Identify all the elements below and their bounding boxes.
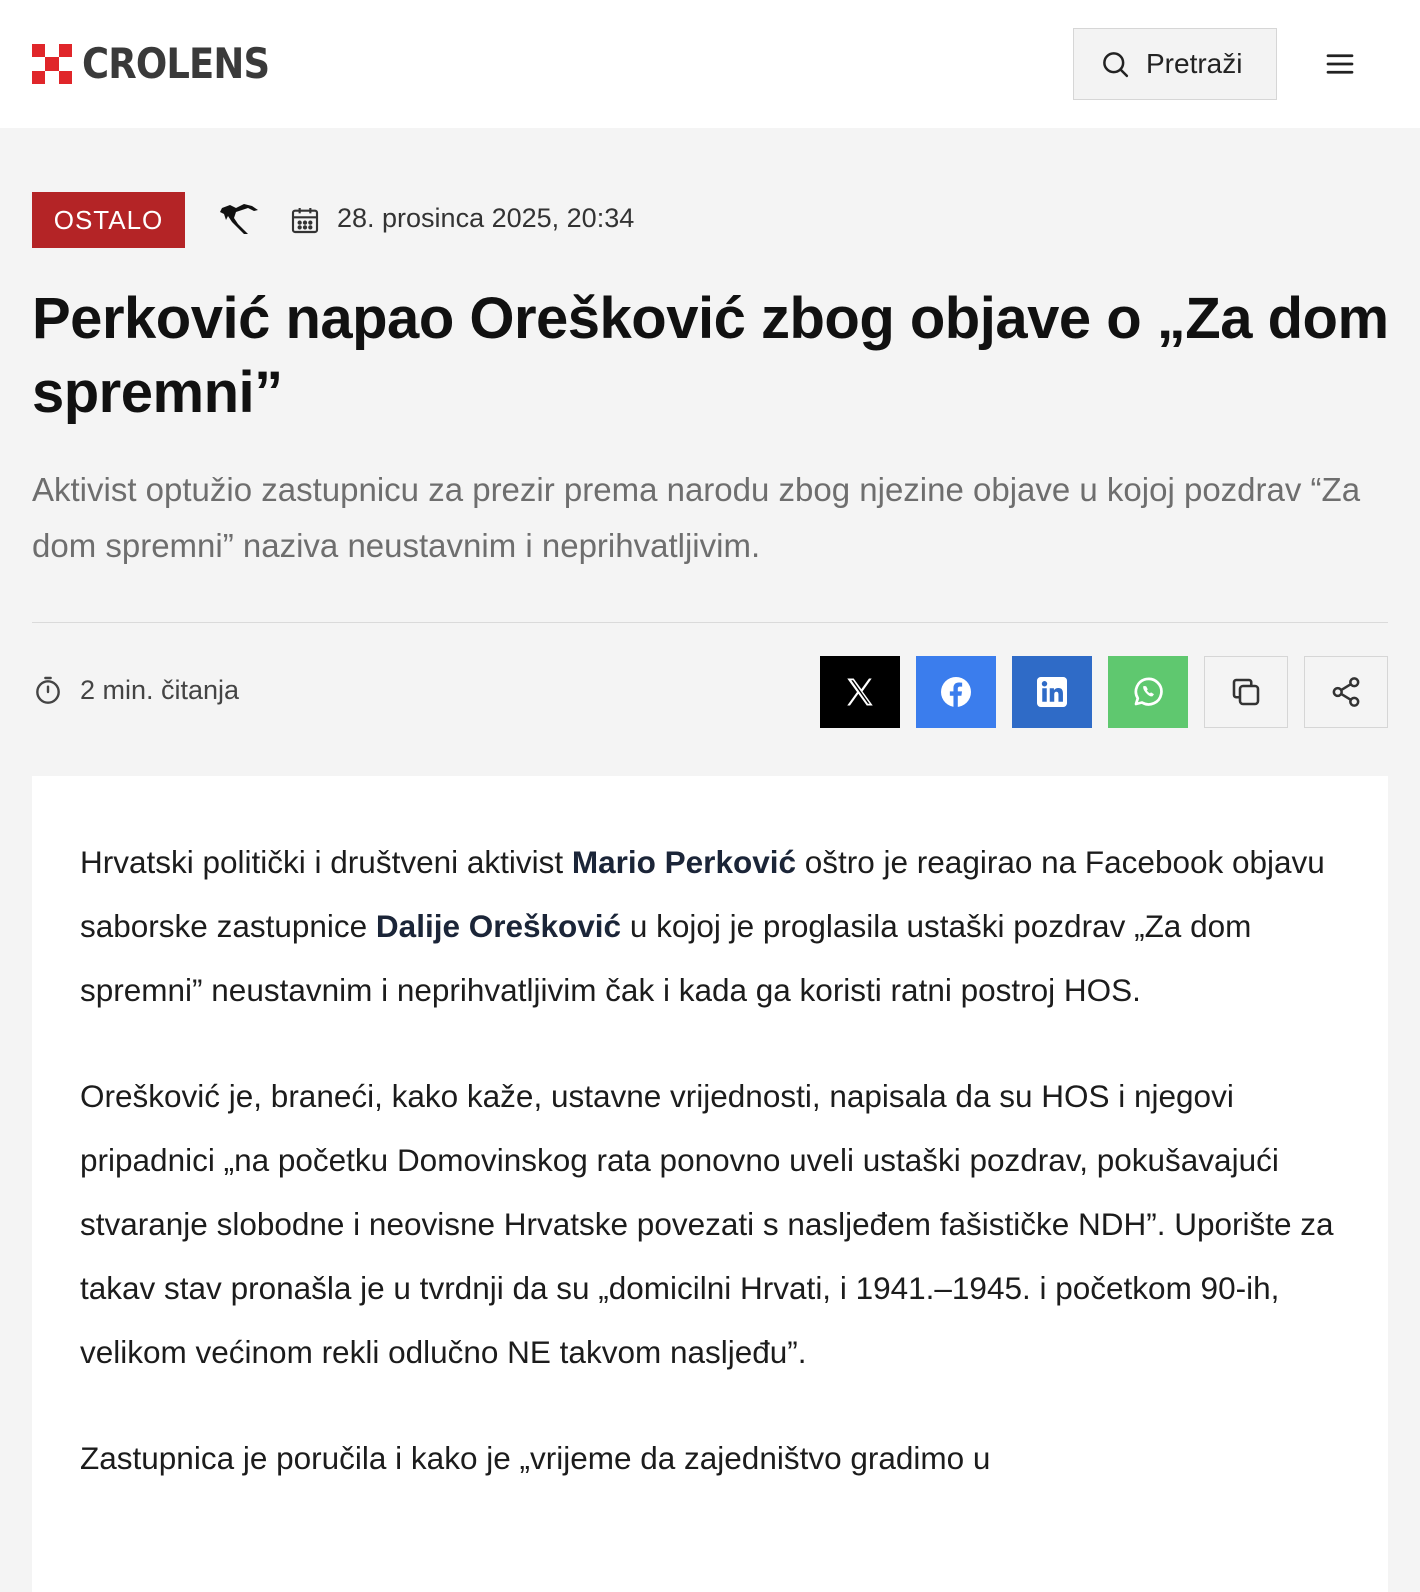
hamburger-menu-button[interactable] — [1322, 46, 1358, 82]
share-icon — [1328, 674, 1364, 710]
calendar-icon — [289, 204, 321, 236]
share-facebook-button[interactable] — [916, 656, 996, 728]
publish-date: 28. prosinca 2025, 20:34 — [337, 203, 635, 233]
logo-text: CROLENS — [82, 39, 270, 88]
paragraph-text: Hrvatski politički i društveni aktivist — [80, 844, 572, 880]
hamburger-menu-icon — [1322, 46, 1358, 82]
person-name: Mario Perković — [571, 844, 796, 880]
reading-time — [32, 674, 239, 706]
divider — [32, 622, 1388, 623]
x-logo-icon — [842, 674, 878, 710]
paragraph-text: Orešković je, braneći, kako kaže, ustavne vrijednosti, napisala da su HOS i njegovi pripadnici „na početku Domovinskog rata ponovno uveli ustaški pozdrav, pokušavajući stvaranje slobodne i neovisne Hrvatske povezati s nasljeđem fašističke NDH”. Uporište za takav stav pronašla je u tvrdnji da su „domicilni Hrvati, i 1941.–1945. i početkom 90-ih, velikom većinom rekli odlučno NE takvom nasljeđu”. — [80, 1078, 1334, 1370]
article-body — [32, 776, 1388, 1592]
share-x-button[interactable] — [820, 656, 900, 728]
search-button[interactable] — [1073, 28, 1277, 100]
share-whatsapp-button[interactable] — [1108, 656, 1188, 728]
croatian-checkerboard-icon — [32, 44, 72, 84]
copy-icon — [1228, 674, 1264, 710]
paragraph-text: oštro je reagirao na Facebook objavu saborske zastupnice — [80, 844, 1325, 944]
article-paragraph — [80, 1064, 1340, 1384]
paragraph-text: Zastupnica je poručila i kako je „vrijeme da zajedništvo gradimo u — [80, 1440, 991, 1476]
article-subtitle: Aktivist optužio zastupnicu za prezir prema narodu zbog njezine objave u kojoj pozdrav “Za dom spremni” naziva neustavnim i neprihvatljivim. — [32, 471, 1361, 564]
share-linkedin-button[interactable] — [1012, 656, 1092, 728]
croatia-map-icon — [214, 196, 262, 244]
site-logo[interactable] — [32, 39, 295, 88]
linkedin-icon — [1034, 674, 1070, 710]
stopwatch-icon — [32, 674, 64, 706]
person-name: Dalije Orešković — [375, 908, 622, 944]
facebook-icon — [938, 674, 974, 710]
share-buttons — [820, 656, 1388, 728]
reading-time-label: 2 min. čitanja — [80, 674, 240, 705]
search-button-label: Pretraži — [1146, 48, 1243, 79]
paragraph-text: u kojoj je proglasila ustaški pozdrav „Za dom spremni” neustavnim i neprihvatljivim čak i kada ga koristi ratni postroj HOS. — [80, 908, 1252, 1008]
article-paragraph — [80, 830, 1340, 1022]
share-more-button[interactable] — [1304, 656, 1388, 728]
site-header — [0, 0, 1420, 128]
category-badge[interactable]: OSTALO — [32, 192, 185, 248]
copy-link-button[interactable] — [1204, 656, 1288, 728]
search-icon — [1100, 49, 1130, 79]
article-paragraph — [80, 1426, 1340, 1490]
whatsapp-icon — [1130, 674, 1166, 710]
article-title: Perković napao Orešković zbog objave o „Za dom spremni” — [32, 286, 1389, 425]
